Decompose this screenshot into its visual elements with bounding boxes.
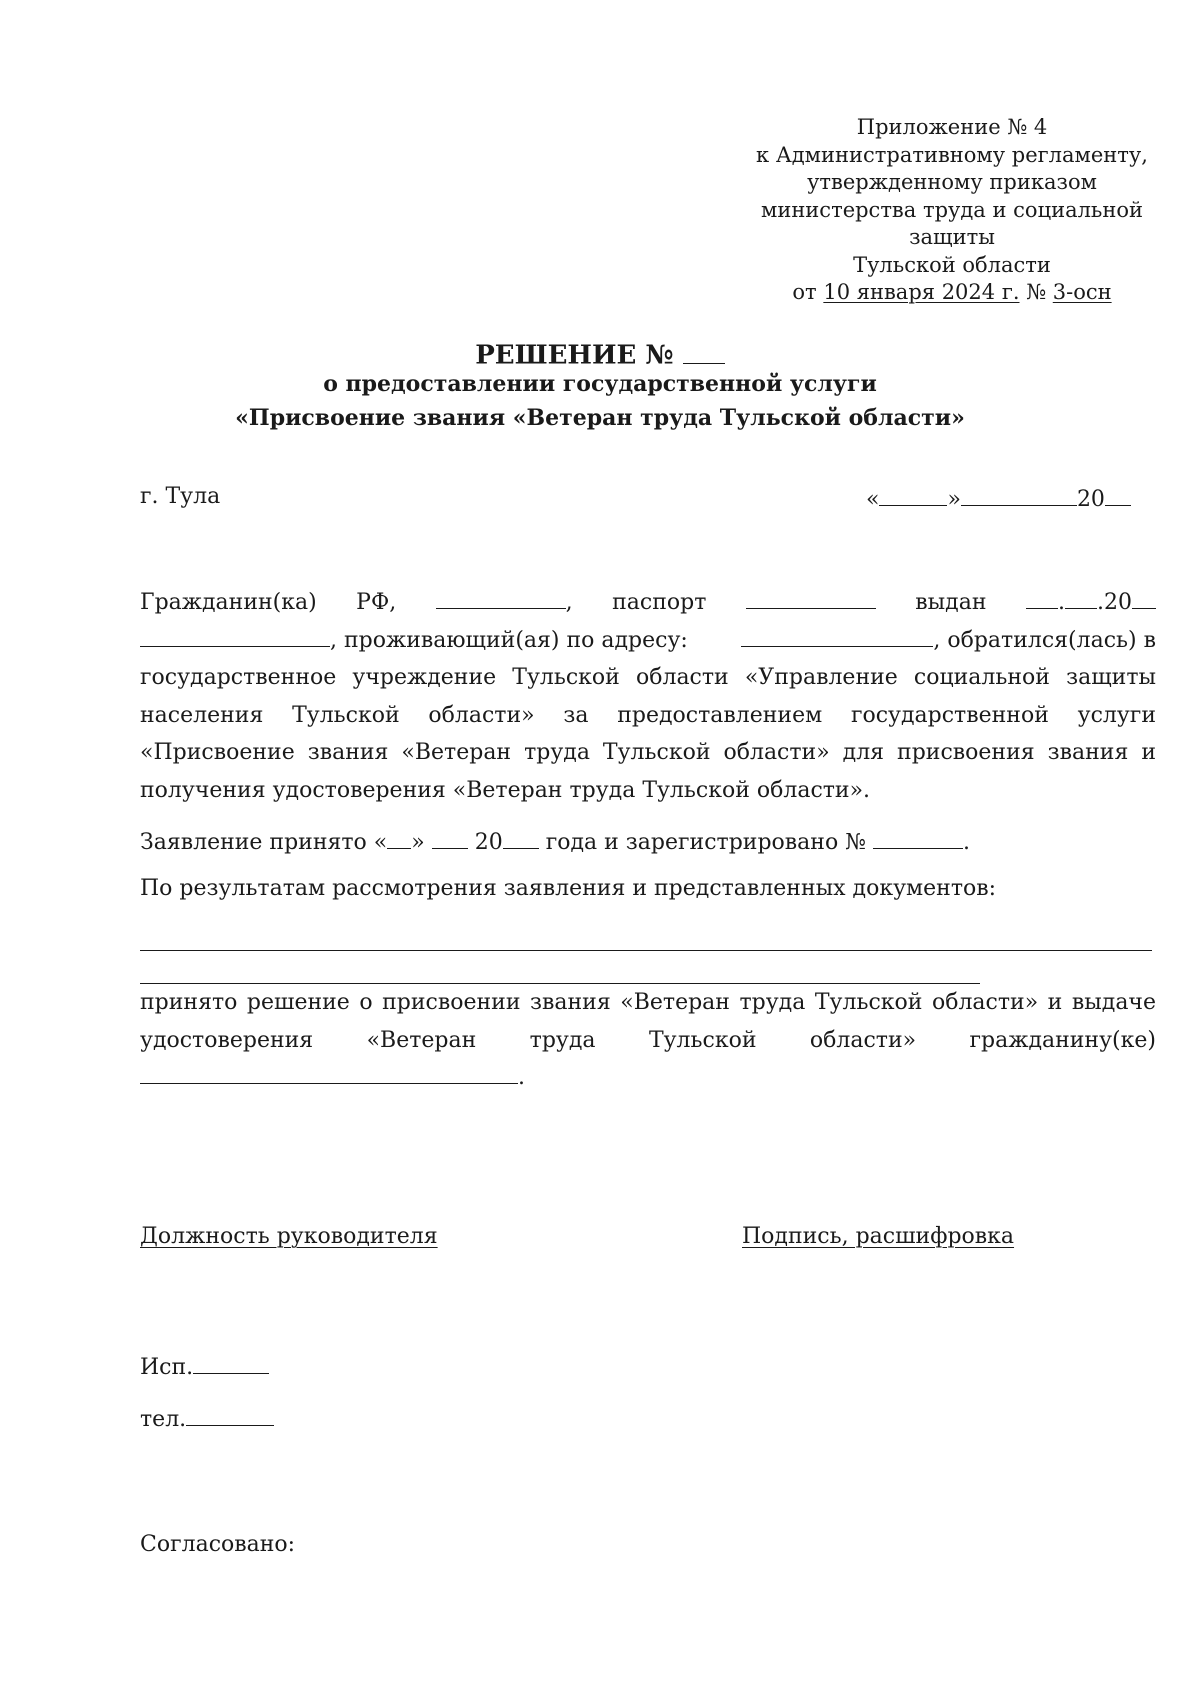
- decision-number-blank[interactable]: [683, 338, 725, 364]
- citizen-word: Гражданин(ка): [140, 590, 317, 615]
- citizen-dative-word: гражданину(ке): [969, 1027, 1156, 1053]
- address-blank[interactable]: [741, 625, 933, 647]
- year-blank[interactable]: [1105, 484, 1131, 506]
- document-subtitle-service: «Присвоение звания «Ветеран труда Тульской области»: [235, 405, 965, 431]
- order-number-prefix: №: [1026, 280, 1047, 304]
- application-day-blank[interactable]: [387, 827, 411, 849]
- address-field: [140, 622, 688, 660]
- application-month-blank[interactable]: [432, 827, 468, 849]
- citizen-paragraph: [140, 584, 1156, 809]
- issued-word: выдан: [915, 590, 987, 615]
- registration-number-blank[interactable]: [873, 827, 963, 849]
- application-year-prefix: 20: [474, 830, 503, 855]
- citizen-line-3: государственное учреждение Тульской области «Управление социальной защиты: [140, 665, 1156, 690]
- application-year-blank[interactable]: [503, 827, 539, 849]
- appendix-line: к Административному регламенту,: [756, 142, 1148, 167]
- decision-paragraph: [140, 984, 1156, 1097]
- appendix-line: защиты: [909, 225, 995, 249]
- phone-blank[interactable]: [186, 1404, 274, 1426]
- document-subtitle: о предоставлении государственной услуги: [323, 371, 877, 397]
- phone-label: тел.: [140, 1406, 187, 1432]
- citizen-line-5: «Присвоение звания «Ветеран труда Тульской области» для присвоения звания и: [140, 740, 1156, 765]
- issued-year-blank[interactable]: [1132, 587, 1156, 609]
- citizen-line-2: [140, 622, 1156, 660]
- executor-field: [140, 1352, 269, 1380]
- passport-word: паспорт: [612, 590, 707, 615]
- issued-month-blank[interactable]: [1065, 587, 1097, 609]
- residing-text: , проживающий(ая) по адресу:: [330, 627, 688, 653]
- birthdate-blank[interactable]: [140, 625, 330, 647]
- citizen-name-field: [436, 584, 573, 622]
- appendix-line: утвержденному приказом: [807, 170, 1097, 194]
- agreed-label: Согласовано:: [140, 1532, 296, 1557]
- executor-label: Исп.: [140, 1354, 194, 1380]
- head-position-label: Должность руководителя: [140, 1224, 438, 1249]
- executor-blank[interactable]: [193, 1352, 269, 1374]
- dot: .: [1057, 590, 1065, 615]
- labour-word: труда: [529, 1027, 596, 1053]
- quote-close: »: [411, 830, 425, 855]
- decision-line-2: [140, 1022, 1156, 1060]
- region-word: области»: [809, 1027, 917, 1053]
- appendix-order-line: [752, 279, 1152, 307]
- month-blank[interactable]: [961, 484, 1077, 506]
- recipient-name-blank[interactable]: [140, 1062, 518, 1084]
- signature-label: Подпись, расшифровка: [742, 1224, 1015, 1249]
- citizen-line-4: населения Тульской области» за предоставлением государственной услуги: [140, 702, 1156, 728]
- appendix-line: Приложение № 4: [856, 115, 1048, 139]
- day-blank[interactable]: [879, 484, 947, 506]
- date-field: [866, 484, 1131, 512]
- phone-field: [140, 1404, 274, 1432]
- rf-word: РФ,: [356, 590, 397, 615]
- passport-blank[interactable]: [746, 587, 876, 609]
- veteran-word: «Ветеран: [366, 1027, 477, 1053]
- review-results-line: По результатам рассмотрения заявления и представленных документов:: [140, 876, 997, 901]
- order-date-prefix: от: [792, 280, 817, 304]
- document-title: [0, 338, 1200, 371]
- year-prefix: 20: [1076, 486, 1105, 512]
- order-date: 10 января 2024 г.: [823, 280, 1020, 304]
- tula-word: Тульской: [648, 1027, 757, 1053]
- citizen-name-blank[interactable]: [436, 587, 566, 609]
- application-line: [140, 824, 1156, 862]
- period: .: [963, 830, 970, 855]
- appendix-line: Тульской области: [853, 252, 1051, 277]
- citizen-line-1: [140, 584, 1156, 622]
- date-quote-open: «: [866, 486, 880, 512]
- city-label: г. Тула: [140, 484, 221, 509]
- application-accepted-text: Заявление принято «: [140, 830, 388, 855]
- order-number: 3-осн: [1052, 280, 1112, 304]
- issued-day-blank[interactable]: [1026, 587, 1058, 609]
- date-quote-close: »: [947, 486, 961, 512]
- citizen-line-6: получения удостоверения «Ветеран труда Тульской области».: [140, 777, 871, 803]
- decision-line-3: [140, 1059, 1156, 1097]
- issued-date-field: [1026, 584, 1156, 622]
- applied-text: , обратился(лась) в: [933, 627, 1156, 653]
- decision-line-1: принято решение о присвоении звания «Ветеран труда Тульской области» и выдаче: [140, 990, 1156, 1015]
- comma: ,: [565, 590, 573, 615]
- appendix-line: министерства труда и социальной: [760, 197, 1144, 222]
- period: .: [518, 1065, 525, 1090]
- appendix-block: [752, 114, 1152, 307]
- decision-label: РЕШЕНИЕ №: [475, 340, 674, 371]
- issued-year-prefix: .20: [1096, 590, 1132, 615]
- certificate-word: удостоверения: [140, 1027, 314, 1053]
- result-blank-line-1[interactable]: [140, 950, 1152, 951]
- registered-text: года и зарегистрировано №: [545, 830, 866, 855]
- applied-field: [741, 622, 1156, 660]
